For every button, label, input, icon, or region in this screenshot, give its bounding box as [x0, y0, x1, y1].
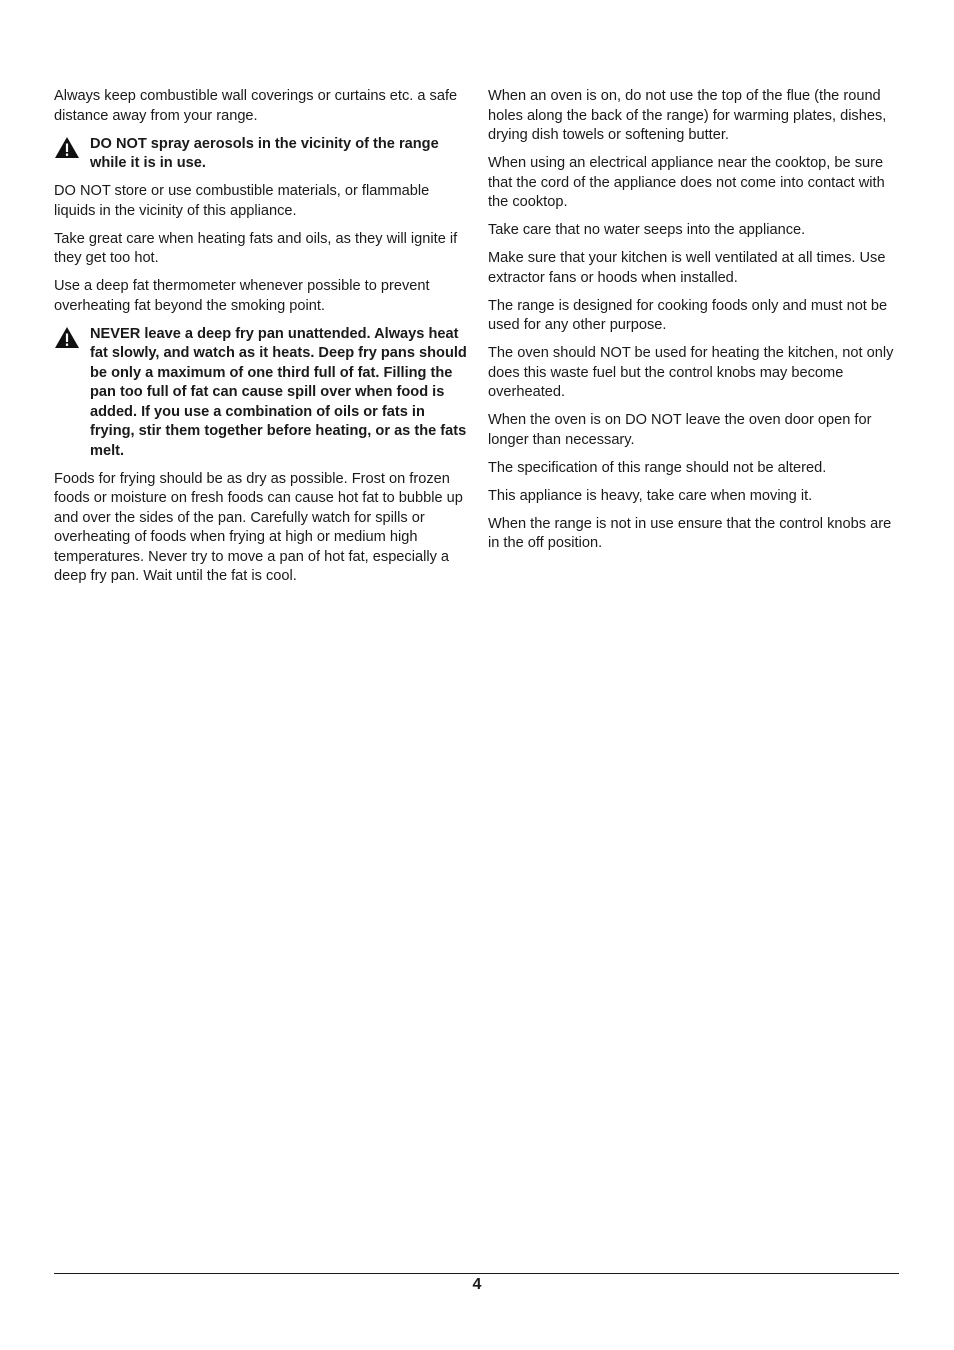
warning-triangle-icon	[54, 325, 90, 349]
paragraph-flue: When an oven is on, do not use the top of the flue (the round holes along the back of the range) for warming plates, dishes, drying dish towels or softening butter.	[488, 88, 887, 143]
warning-deep-fry	[54, 325, 468, 462]
warning-deep-fry-text: NEVER leave a deep fry pan unattended. Always heat fat slowly, and watch as it heats. Deep fry pans should be only a maximum of one third full of fat. Filling the pan too full of fat can cause spill over when food is added. If you use a combination of oils or fats in frying, stir them together before heating, or as the fats melt.	[90, 325, 467, 459]
paragraph-water: Take care that no water seeps into the appliance.	[488, 222, 806, 238]
paragraph-specification: The specification of this range should not be altered.	[488, 459, 827, 476]
footer-rule	[54, 1273, 899, 1274]
warning-aerosols	[54, 135, 468, 174]
warning-aerosols-text: DO NOT spray aerosols in the vicinity of the range while it is in use.	[90, 135, 439, 171]
paragraph-electrical-appliance: When using an electrical appliance near the cooktop, be sure that the cord of the appliance does not come into contact with the cooktop.	[488, 155, 885, 210]
right-column	[488, 87, 902, 562]
paragraph-heating-fats: Take great care when heating fats and oils, as they will ignite if they get too hot.	[54, 230, 458, 266]
paragraph-heating-kitchen: The oven should NOT be used for heating the kitchen, not only does this waste fuel but the control knobs may become overheated.	[488, 345, 894, 400]
paragraph-oven-door: When the oven is on DO NOT leave the oven door open for longer than necessary.	[488, 412, 872, 448]
paragraph-thermometer: Use a deep fat thermometer whenever possible to prevent overheating fat beyond the smoking point.	[54, 278, 430, 314]
left-column	[54, 87, 468, 595]
paragraph-wall-coverings: Always keep combustible wall coverings or curtains etc. a safe distance away from your range.	[54, 88, 458, 124]
paragraph-combustible-materials: DO NOT store or use combustible materials, or flammable liquids in the vicinity of this appliance.	[54, 183, 430, 219]
warning-triangle-icon	[54, 135, 90, 159]
paragraph-heavy: This appliance is heavy, take care when moving it.	[488, 487, 813, 504]
paragraph-control-knobs: When the range is not in use ensure that the control knobs are in the off position.	[488, 515, 892, 551]
paragraph-ventilation: Make sure that your kitchen is well ventilated at all times. Use extractor fans or hoods when installed.	[488, 250, 886, 286]
page-number: 4	[472, 1276, 482, 1293]
paragraph-cooking-only: The range is designed for cooking foods only and must not be used for any other purpose.	[488, 297, 888, 333]
paragraph-foods-for-frying: Foods for frying should be as dry as possible. Frost on frozen foods or moisture on fresh foods can cause hot fat to bubble up and over the sides of the pan. Carefully watch for spills or overheating of foods when frying at high or medium high temperatures. Never try to move a pan of hot fat, especially a deep fry pan. Wait until the fat is cool.	[54, 470, 463, 584]
